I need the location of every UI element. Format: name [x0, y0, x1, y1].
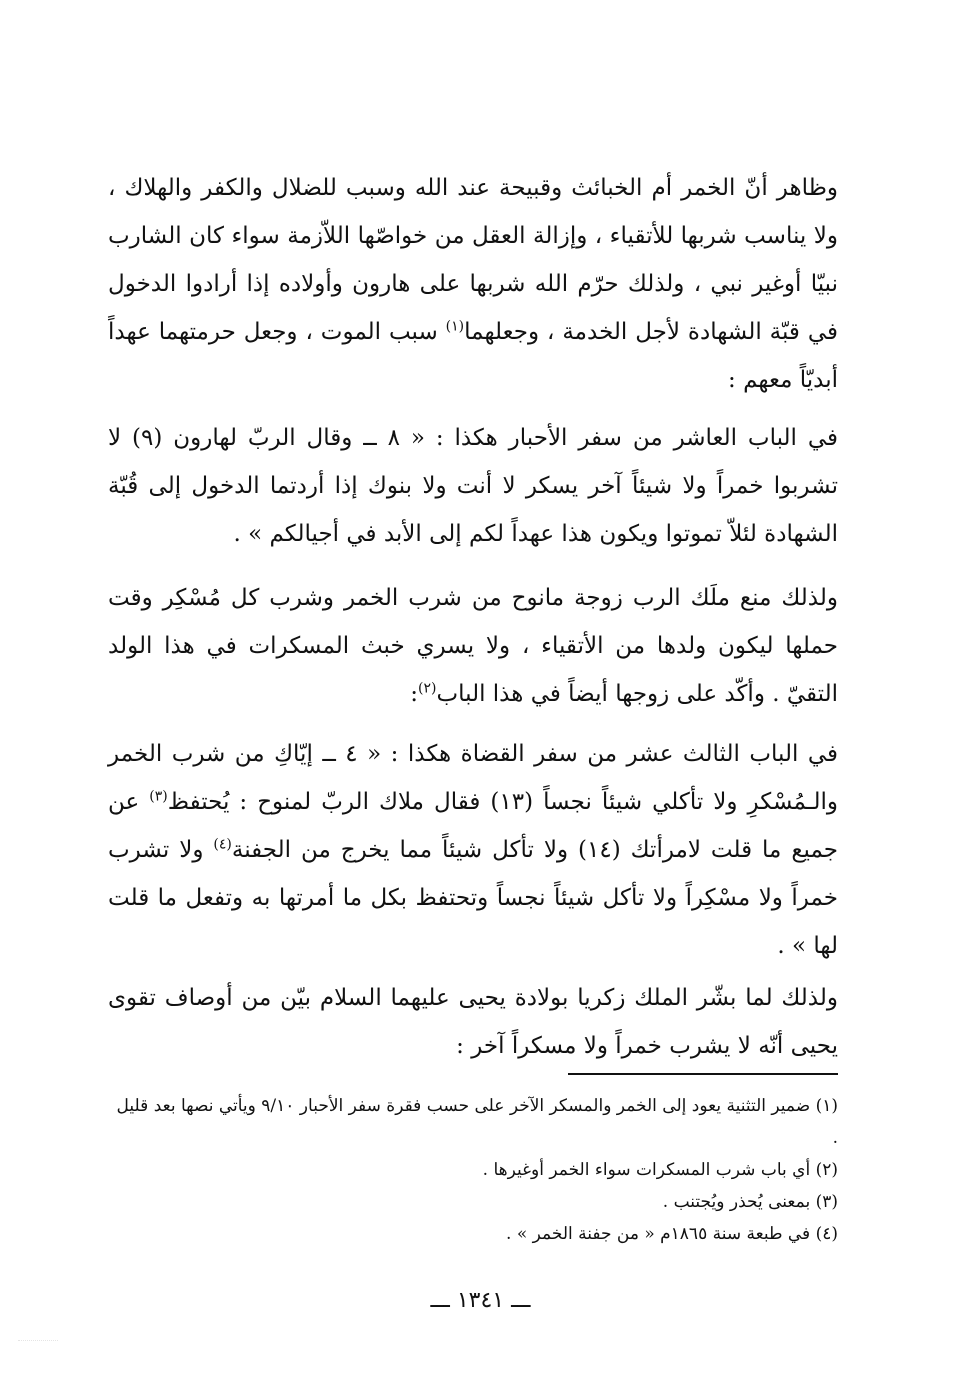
page-number: ـــ ١٣٤١ ـــ [430, 1288, 531, 1313]
paragraph-1-text-a: وظاهر أنّ الخمر أم الخبائث وقبيحة عند الله وسبب للضلال والكفر والهلاك ، ولا يناسب شربها للأتقياء ، وإزالة العقل من خواصّها اللاّزمة سواء كان الشارب نبيّا أوغير نبي ، ولذلك حرّم الله شربها على هارون وأولاده إذا أرادوا الدخول في قبّة الشهادة لأجل الخدمة ، وجعلهما [108, 175, 838, 345]
paragraph-4-text-b: عن جميع ما قلت لامرأتك (١٤) ولا تأكل شيئاً مما يخرج من الجفنة [108, 789, 839, 863]
paragraph-2-text: في الباب العاشر من سفر الأحبار هكذا : « ٨ ــ وقال الربّ لهارون (٩) لا تشربوا خمراً ولا شيئاً آخر يسكر لا أنت ولا بنوك إذا أردتما الدخول إلى قُبّة الشهادة لئلاّ تموتوا ويكون هذا عهداً لكم إلى الأبد في أجيالكم » . [108, 425, 838, 547]
footnote-ref-2: (٢) [418, 680, 437, 697]
paragraph-1 [108, 164, 838, 404]
paragraph-3-text-b: : [410, 681, 419, 707]
paragraph-4-quote [108, 730, 838, 970]
paragraph-4-text-a: في الباب الثالث عشر من سفر القضاة هكذا : « ٤ ــ إيّاكِ من شرب الخمر والـمُسْكرِ ولا تأكلي شيئاً نجساً (١٣) فقال ملاك الربّ لمنوح : يُحتفظ [108, 741, 839, 815]
paragraph-4-text-c: ولا تشرب خمراً ولا مسْكِراً ولا تأكل شيئاً نجساً وتحتفظ بكل ما أمرتها به وتفعل ما قلت لها » . [108, 837, 838, 959]
footnote-4: (٤) في طبعة سنة ١٨٦٥م « من جفنة الخمر » . [506, 1224, 838, 1244]
footnotes [108, 1090, 838, 1250]
paragraph-3 [108, 574, 838, 718]
footnote-ref-1: (١) [445, 318, 465, 335]
footnote-2: (٢) أي باب شرب المسكرات سواء الخمر أوغيرها . [482, 1160, 838, 1180]
footnote-divider [568, 1073, 838, 1075]
paragraph-3-text-a: ولذلك منع ملَك الرب زوجة مانوح من شرب الخمر وشرب كل مُسْكِر وقت حملها ليكون ولدها من الأتقياء ، ولا يسري خبث المسكرات في هذا الولد التقيّ . وأكّد على زوجها أيضاً في هذا الباب [108, 585, 838, 707]
paragraph-5-text: ولذلك لما بشّر الملك زكريا بولادة يحيى عليهما السلام بيّن من أوصاف تقوى يحيى أنّه لا يشرب خمراً ولا مسكراً آخر : [108, 985, 838, 1059]
footnote-ref-4: (٤) [213, 836, 232, 853]
footnote-ref-3: (٣) [149, 788, 168, 805]
footnote-3: (٣) بمعنى يُحذر ويُجتنب . [662, 1192, 838, 1212]
footnote-1: (١) ضمير التثنية يعود إلى الخمر والمسكر الآخر على حسب فقرة سفر الأحبار ٩/١٠ ويأتي نصها بعد قليل . [116, 1096, 838, 1148]
paragraph-2-quote [108, 414, 838, 558]
scan-artifact [18, 1340, 58, 1349]
paragraph-1-text-b: سبب الموت ، وجعل حرمتهما عهداً أبديّاً معهم : [108, 319, 838, 393]
paragraph-5 [108, 974, 838, 1070]
